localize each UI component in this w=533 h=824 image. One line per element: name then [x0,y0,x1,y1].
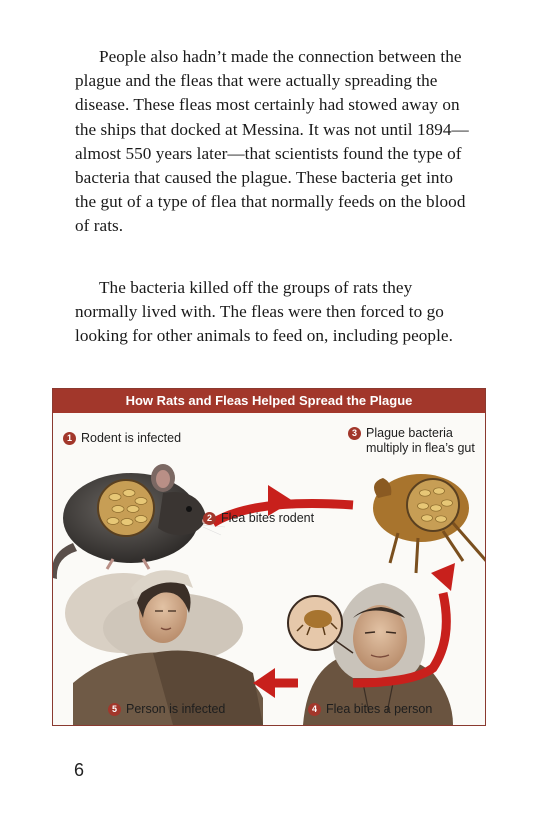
step-4-label: 4 Flea bites a person [308,702,432,717]
step-5-label: 5 Person is infected [108,702,225,717]
step-5-number: 5 [108,703,121,716]
page-number: 6 [74,760,85,780]
plague-cycle-illustration [53,413,485,725]
step-4-number: 4 [308,703,321,716]
step-2-number: 2 [203,512,216,525]
body-paragraph-1: People also hadn’t made the connection between the plague and the fleas that were actually spreading the disease. These fleas most certainly had stowed away on the ships that docked at Messina. It was not until 1894—almost 550 years later—that scientists found the type of bacteria that caused the plague. These bacteria get into the gut of a type of flea that normally feeds on the blood of rats. [75,47,469,236]
plague-cycle-figure [52,388,486,726]
step-3-number: 3 [348,427,361,440]
body-paragraph-2: The bacteria killed off the groups of rats they normally lived with. The fleas were then forced to go looking for other animals to feed on, including people. [75,278,453,346]
rat-illustration [53,464,225,579]
step-3-label: 3 Plague bacteria multiply in flea’s gut [348,426,475,456]
step-1-label: 1 Rodent is infected [63,431,181,446]
step-1-number: 1 [63,432,76,445]
flea-illustration [373,474,485,573]
step-2-label: 2 Flea bites rodent [203,511,314,526]
figure-title: How Rats and Fleas Helped Spread the Plague [53,389,485,413]
